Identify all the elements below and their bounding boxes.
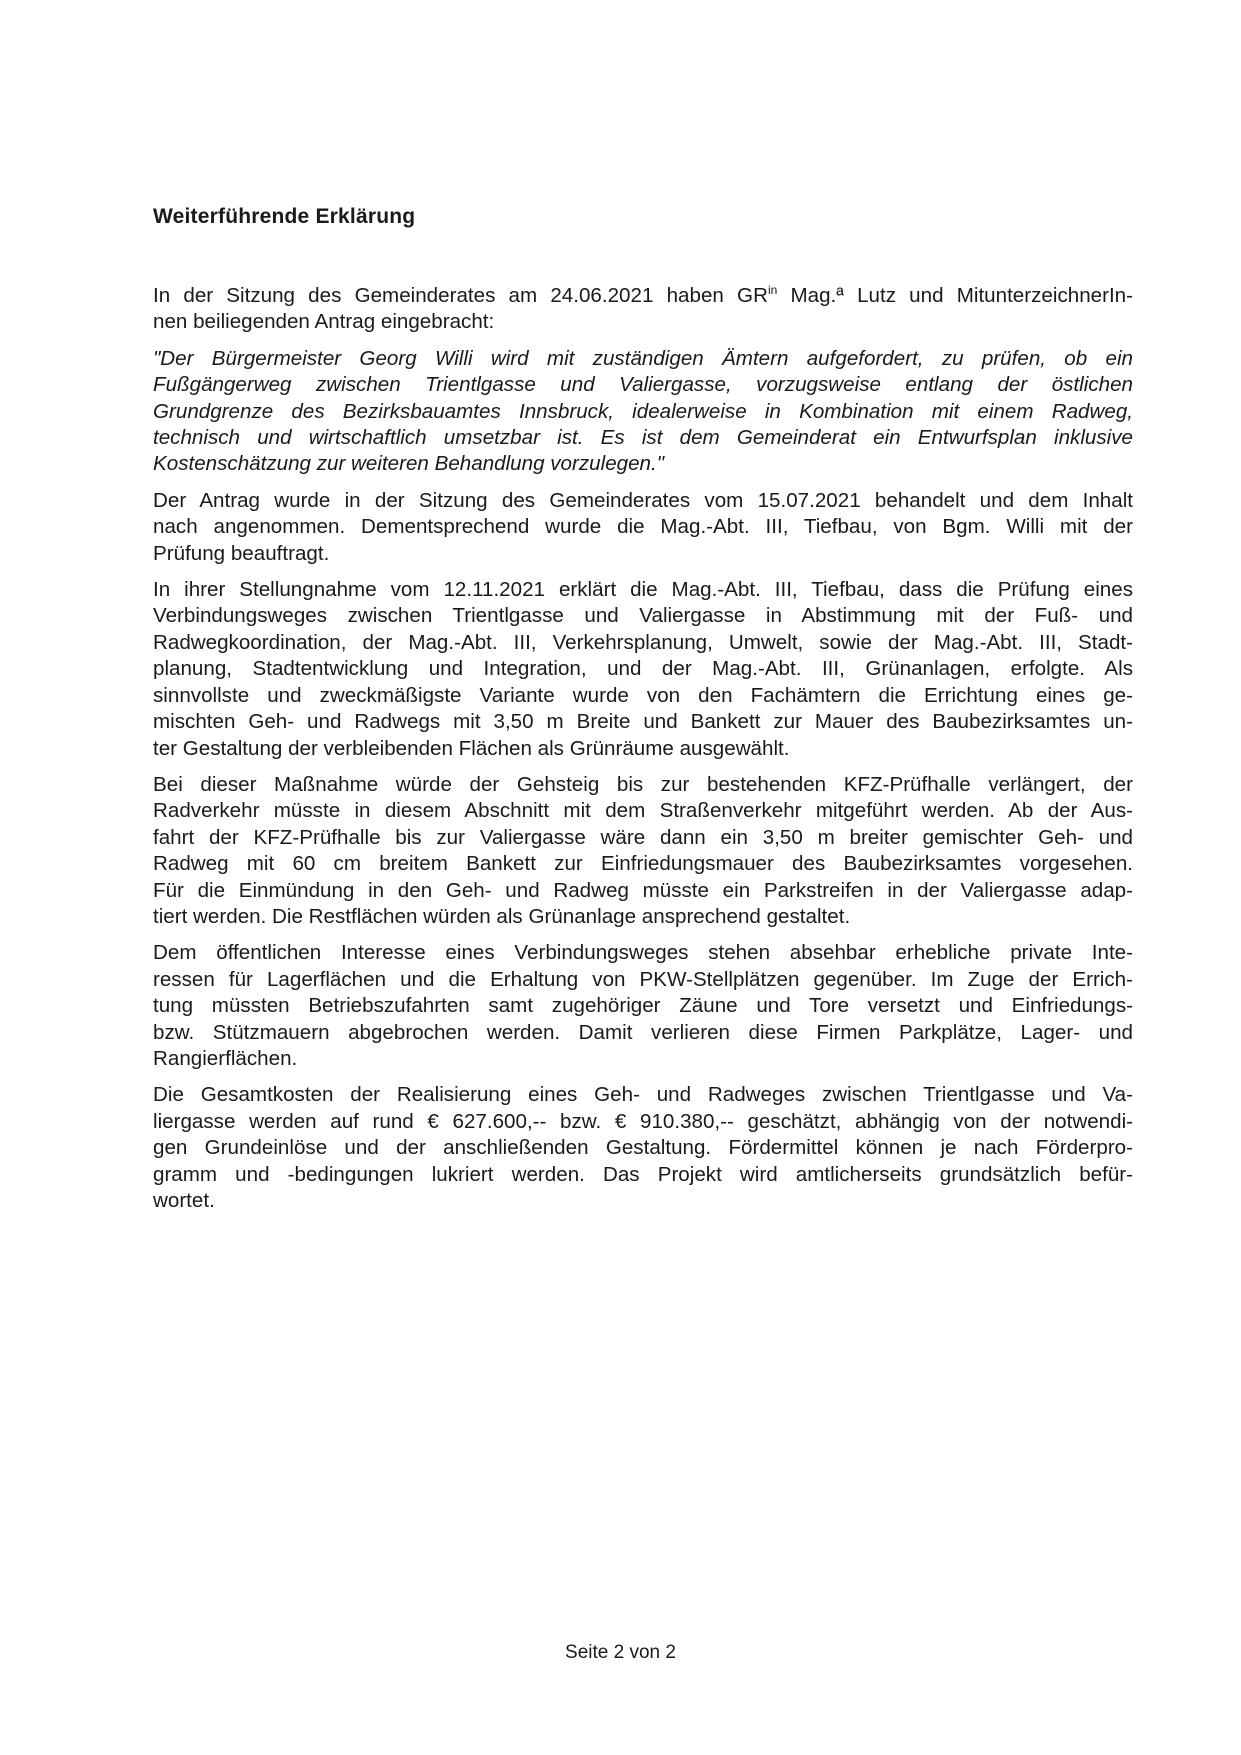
text-line: fahrt der KFZ-Prüfhalle bis zur Valiergasse wäre dann ein 3,50 m breiter gemischter Geh- und [153, 825, 1133, 849]
text-line: Radweg mit 60 cm breitem Bankett zur Einfriedungsmauer des Baubezirksamtes vorgesehen. [153, 852, 1133, 876]
motion-quote [153, 346, 1133, 478]
intro-line-1-superscript: in [767, 283, 778, 297]
paragraph-measure [153, 772, 1133, 930]
text-line: gramm und -bedingungen lukriert werden. Das Projekt wird amtlicherseits grundsätzlich befür- [153, 1162, 1133, 1186]
text-line: tiert werden. Die Restflächen würden als Grünanlage ansprechend gestaltet. [153, 904, 851, 928]
text-line: Radwegkoordination, der Mag.-Abt. III, Verkehrsplanung, Umwelt, sowie der Mag.-Abt. III, Stadt- [153, 630, 1133, 654]
text-line: Rangierflächen. [153, 1046, 298, 1070]
intro-line-2: nen beiliegenden Antrag eingebracht: [153, 310, 495, 334]
text-line: tung müssten Betriebszufahrten samt zugehöriger Zäune und Tore versetzt und Einfriedungs- [153, 994, 1133, 1018]
intro-line-1 [153, 283, 1133, 309]
quote-line: Grundgrenze des Bezirksbauamtes Innsbruck, idealerweise in Kombination mit einem Radweg, [153, 399, 1133, 423]
quote-line: "Der Bürgermeister Georg Willi wird mit zuständigen Ämtern aufgefordert, zu prüfen, ob ein [153, 346, 1133, 370]
quote-line: Fußgängerweg zwischen Trientlgasse und Valiergasse, vorzugsweise entlang der östlichen [153, 373, 1133, 397]
text-line: Die Gesamtkosten der Realisierung eines Geh- und Radweges zwischen Trientlgasse und Va- [153, 1083, 1133, 1107]
text-line: mischten Geh- und Radwegs mit 3,50 m Breite und Bankett zur Mauer des Baubezirksamtes un- [153, 710, 1133, 734]
document-heading: Weiterführende Erklärung [153, 205, 416, 228]
text-line: ressen für Lagerflächen und die Erhaltung von PKW-Stellplätzen gegenüber. Im Zuge der Errich- [153, 967, 1133, 991]
text-line: Verbindungsweges zwischen Trientlgasse und Valiergasse in Abstimmung mit der Fuß- und [153, 604, 1133, 628]
text-line: nach angenommen. Dementsprechend wurde die Mag.-Abt. III, Tiefbau, von Bgm. Willi mit der [153, 515, 1133, 539]
text-line: bzw. Stützmauern abgebrochen werden. Damit verlieren diese Firmen Parkplätze, Lager- und [153, 1020, 1133, 1044]
text-line: In ihrer Stellungnahme vom 12.11.2021 erklärt die Mag.-Abt. III, Tiefbau, dass die Prüfung eines [153, 578, 1133, 602]
quote-line: technisch und wirtschaftlich umsetzbar ist. Es ist dem Gemeinderat ein Entwurfsplan inklusive [153, 426, 1133, 450]
text-line: Prüfung beauftragt. [153, 541, 330, 565]
paragraph-decision [153, 488, 1133, 567]
text-line: planung, Stadtentwicklung und Integration, und der Mag.-Abt. III, Grünanlagen, erfolgte. Als [153, 657, 1133, 681]
text-line: wortet. [153, 1189, 215, 1212]
text-line: Bei dieser Maßnahme würde der Gehsteig bis zur bestehenden KFZ-Prüfhalle verlängert, der [153, 772, 1133, 796]
page-number-footer: Seite 2 von 2 [565, 1642, 676, 1663]
text-line: gen Grundeinlöse und der anschließenden Gestaltung. Fördermittel können je nach Förderpro- [153, 1136, 1133, 1160]
intro-line-1-prefix: In der Sitzung des Gemeinderates am 24.06.2021 haben GR [153, 284, 768, 307]
paragraph-statement [153, 577, 1133, 762]
intro-line-1-suffix: Mag.ª Lutz und MitunterzeichnerIn- [777, 284, 1133, 307]
text-line: sinnvollste und zweckmäßigste Variante wurde von den Fachämtern die Errichtung eines ge- [153, 683, 1133, 707]
document-body [153, 283, 1133, 1224]
text-line: Der Antrag wurde in der Sitzung des Gemeinderates vom 15.07.2021 behandelt und dem Inhalt [153, 488, 1133, 512]
text-line: Für die Einmündung in den Geh- und Radweg müsste ein Parkstreifen in der Valiergasse adap- [153, 878, 1133, 902]
intro-paragraph [153, 283, 1133, 336]
text-line: Dem öffentlichen Interesse eines Verbindungsweges stehen absehbar erhebliche private Inte- [153, 941, 1133, 965]
text-line: ter Gestaltung der verbleibenden Flächen als Grünräume ausgewählt. [153, 736, 790, 760]
paragraph-interests [153, 940, 1133, 1072]
text-line: liergasse werden auf rund € 627.600,-- bzw. € 910.380,-- geschätzt, abhängig von der notwendi- [153, 1109, 1133, 1133]
quote-line: Kostenschätzung zur weiteren Behandlung vorzulegen." [153, 452, 665, 476]
text-line: Radverkehr müsste in diesem Abschnitt mit dem Straßenverkehr mitgeführt werden. Ab der Aus- [153, 799, 1133, 823]
paragraph-costs [153, 1082, 1133, 1214]
